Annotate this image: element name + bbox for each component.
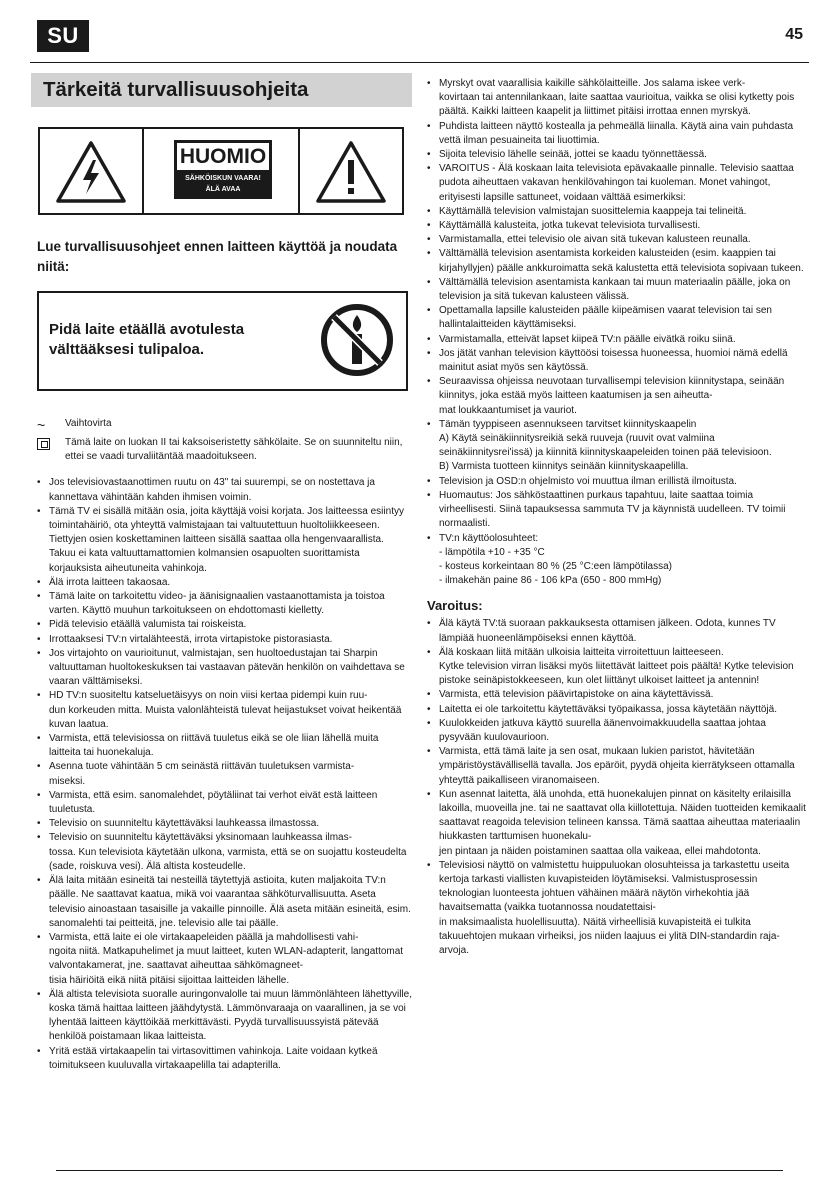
fire-warning-box — [37, 291, 408, 391]
safety-list-right — [427, 77, 808, 588]
list-item: • Pidä televisio etäällä valumista tai roiskeista. — [37, 618, 412, 632]
list-item: • Jos jätät vanhan television käyttöösi toisessa huoneessa, huomioi nämä edellä mainitut asiat myös sen käytössä. — [427, 347, 808, 375]
list-item: • Irrottaaksesi TV:n virtalähteestä, irrota virtapistoke pistorasiasta. — [37, 633, 412, 647]
intro-heading: Lue turvallisuusohjeet ennen laitteen käyttöä ja noudata niitä: — [37, 239, 398, 274]
list-item: • Televisio on suunniteltu käytettäväksi yksinomaan lauhkeassa ilmas- tossa. Kun televisiota käytetään ulkona, varmista, että se on suojattu kosteudelta (sade, roiskuva vesi). Älä altista kosteudelle. — [37, 831, 412, 874]
symbol-row-ac — [37, 417, 412, 433]
list-item: • Varmistamalla, etteivät lapset kiipeä TV:n päälle eivätkä roiku siinä. — [427, 333, 808, 347]
panel-divider — [142, 129, 144, 213]
list-item: • Televisio on suunniteltu käytettäväksi lauhkeassa ilmastossa. — [37, 817, 412, 831]
electric-shock-warning-panel — [38, 127, 404, 215]
list-item: • Kuulokkeiden jatkuva käyttö suurella äänenvoimakkuudella saattaa johtaa pysyvään kuulovaurioon. — [427, 717, 808, 745]
list-item: • Älä koskaan liitä mitään ulkoisia laitteita virroitettuun laitteeseen. Kytke television virran lisäksi myös liitettävät laitteet pois päältä! Kytke television pistoke seinäpistokkeeseen, kun olet liittänyt ulkoiset laitteet ja antennin! — [427, 646, 808, 689]
huomio-title: HUOMIO — [177, 143, 269, 170]
right-column — [427, 77, 808, 958]
huomio-label — [174, 140, 272, 195]
safety-list-left — [31, 476, 412, 1073]
list-item: • Yritä estää virtakaapelin tai virtasovittimen vahinkoja. Laite voidaan kytkeä toimitukseen kuuluvalla virtakaapelilla tai adapterilla. — [37, 1045, 412, 1073]
list-item: • Älä irrota laitteen takaosaa. — [37, 576, 412, 590]
list-item: • Myrskyt ovat vaarallisia kaikille sähkölaitteille. Jos salama iskee verk- kovirtaan tai antennilankaan, laite saattaa vaurioitua, vaikka se olisi kytketty pois päältä. Kaikki laitteen kaapelit ja liittimet pitäisi irrottaa ennen myrskyä. — [427, 77, 808, 120]
fire-warning-text: Pidä laite etäällä avotulesta välttääksesi tulipaloa. — [49, 321, 245, 358]
list-item: • Älä altista televisiota suoralle auringonvalolle tai muun lämmönlähteen lähettyville, koska tämä haittaa laitteen jäähdytystä. Lämmönvaraaja on vaarallinen, ja se voi lyhentää laitteen käyttöikää merkittävästi. Pyydä turvallisuussyistä pätevää henkilöä poistamaan likaa laitteista. — [37, 988, 412, 1045]
list-item: • VAROITUS - Älä koskaan laita televisiota epävakaalle pinnalle. Televisio saattaa pudota aiheuttaen vakavan henkilövahingon tai kuoleman. Monet vahingot, erityisesti lapsille sattuneet, voidaan välttää esimerkiksi: — [427, 162, 808, 205]
list-item: • Opettamalla lapsille kalusteiden päälle kiipeämisen vaarat television tai sen hallintalaitteiden käyttämiseksi. — [427, 304, 808, 332]
list-item: • Varmista, että laite ei ole virtakaapeleiden päällä ja mahdollisesti vahi- ngoita niitä. Matkapuhelimet ja muut laitteet, kuten WLAN-adapterit, langattomat valvontakamerat, jne. saattavat aiheuttaa sähkömagneet- tisia häiriöitä eikä niitä pitäisi sijoittaa laitteiden lähelle. — [37, 931, 412, 988]
huomio-subtitle-2: ÄLÄ AVAA — [205, 186, 241, 193]
list-item: • Sijoita televisio lähelle seinää, jottei se kaadu työnnettäessä. — [427, 148, 808, 162]
panel-divider — [298, 129, 300, 213]
alternating-current-icon: ~ — [37, 417, 46, 433]
warning-heading: Varoitus: — [427, 598, 483, 614]
page-number: 45 — [785, 26, 803, 43]
list-item: • Huomautus: Jos sähköstaattinen purkaus tapahtuu, laite saattaa toimia virheellisesti. Siinä tapauksessa sammuta TV ja käynnistä uudelleen. TV toimii normaalisti. — [427, 489, 808, 532]
list-item: • TV:n käyttöolosuhteet: - lämpötila +10 - +35 °C - kosteus korkeintaan 80 % (25 °C:een lämpötilassa) - ilmakehän paine 86 - 106 kPa (650 - 800 mmHg) — [427, 532, 808, 589]
list-item: • Varmista, että televisiossa on riittävä tuuletus eikä se ole liian lähellä muita laitteita tai huonekaluja. — [37, 732, 412, 760]
symbol-description: Vaihtovirta — [65, 418, 112, 429]
left-column — [31, 73, 412, 1073]
no-open-flame-icon — [320, 303, 394, 377]
list-item: • Varmista, että television päävirtapistoke on aina käytettävissä. — [427, 688, 808, 702]
huomio-subtitle-1: SÄHKÖISKUN VAARA! — [185, 175, 261, 182]
double-insulation-icon — [37, 436, 65, 453]
list-item: • Puhdista laitteen näyttö kostealla ja pehmeällä liinalla. Käytä aina vain puhdasta vettä ilman pesuaineita tai liuottimia. — [427, 120, 808, 148]
list-item: • Varmistamalla, ettei televisio ole aivan sitä tukevan kalusteen reunalla. — [427, 233, 808, 247]
list-item: • Seuraavissa ohjeissa neuvotaan turvallisempi television kiinnitystapa, seinään kiinnitys, joka estää myös laitteen kaatumisen ja sen aiheutta- mat loukkaantumiset ja vauriot. — [427, 375, 808, 418]
warning-list — [427, 617, 808, 958]
footer-divider — [56, 1170, 783, 1171]
list-item: • Käyttämällä television valmistajan suosittelemia kaappeja tai telineitä. — [427, 205, 808, 219]
list-item: • Varmista, että tämä laite ja sen osat, mukaan lukien paristot, hävitetään ympäristöystävällisellä tavalla. Jos epäröit, pyydä ohjeita kierrätykseen ottamalla yhteyttä paikalliseen viranomaiseen. — [427, 745, 808, 788]
list-item: • Television ja OSD:n ohjelmisto voi muuttua ilman erillistä ilmoitusta. — [427, 475, 808, 489]
list-item: • Käyttämällä kalusteita, jotka tukevat televisiota turvallisesti. — [427, 219, 808, 233]
exclamation-warning-icon — [315, 140, 387, 204]
high-voltage-icon — [55, 140, 127, 204]
list-item: • Älä käytä TV:tä suoraan pakkauksesta ottamisen jälkeen. Odota, kunnes TV lämpiää huoneenlämpöiseksi ennen käyttöä. — [427, 617, 808, 645]
list-item: • Tämä TV ei sisällä mitään osia, joita käyttäjä voisi korjata. Jos laitteessa esiintyy toimintahäiriö, ota yhteyttä valmistajaan tai valtuutettuun huoltoliikkeeseen. Tiettyjen osien koskettaminen laitteen sisällä saattaa olla hengenvaarallista. Takuu ei kata valtuuttamattomien kolmansien osapuolten suorittamista korjauksista aiheutuneita vahinkoja. — [37, 505, 412, 576]
symbol-row-class-ii — [37, 436, 412, 464]
list-item: • Välttämällä television asentamista kankaan tai muun materiaalin päälle, joka on television ja sitä tukevan kalusteen välissä. — [427, 276, 808, 304]
language-badge: SU — [37, 20, 89, 52]
symbol-legend — [31, 417, 412, 464]
symbol-description: Tämä laite on luokan II tai kaksoiseristetty sähkölaite. Se on suunniteltu niin, ettei se vaadi turvaliitäntää maadoitukseen. — [65, 437, 403, 463]
section-title: Tärkeitä turvallisuusohjeita — [31, 73, 412, 107]
list-item: • Laitetta ei ole tarkoitettu käytettäväksi työpaikassa, jossa käytetään näyttöjä. — [427, 703, 808, 717]
list-item: • Älä laita mitään esineitä tai nesteillä täytettyjä astioita, kuten maljakoita TV:n päälle. Ne saattavat kaatua, mikä voi vaarantaa sähköturvallisuutta. Aseta televisio ainoastaan tasaisille ja vakaille pinnoille. Älä aseta mitään esineitä, esim. sanomalehti tai peitteitä, jne. televisio alle tai päälle. — [37, 874, 412, 931]
list-item: • Varmista, että esim. sanomalehdet, pöytäliinat tai verhot eivät estä laitteen tuuletusta. — [37, 789, 412, 817]
list-item: • HD TV:n suositeltu katseluetäisyys on noin viisi kertaa pidempi kuin ruu- dun korkeuden mitta. Muista valonlähteistä tulevat heijastukset voivat heikentää kuvan laatua. — [37, 689, 412, 732]
list-item: • Tämä laite on tarkoitettu video- ja äänisignaalien vastaanottamista ja toistoa varten. Käyttö muuhun tarkoitukseen on ehdottomasti kielletty. — [37, 590, 412, 618]
header-divider — [30, 62, 809, 63]
list-item: • Tämän tyyppiseen asennukseen tarvitset kiinnityskaapelin A) Käytä seinäkiinnitysreikiä sekä ruuveja (ruuvit ovat valmiina seinäkiinnitysrei'issä) ja kiinnitä kiinnityskaapeleiden toinen pää televisioon. B) Varmista tuotteen kiinnitys seinään kiinnityskaapelilla. — [427, 418, 808, 475]
list-item: • Jos televisiovastaanottimen ruutu on 43" tai suurempi, se on nostettava ja kannettava vähintään kahden ihmisen voimin. — [37, 476, 412, 504]
list-item: • Televisiosi näyttö on valmistettu huippuluokan olosuhteissa ja tarkastettu useita kertoja tarkasti viallisten kuvapisteiden löytämiseksi. Valmistusprosessin teknologian luonteesta johtuen vähäinen määrä näytön virhekohtia jää havaitsematta (vaikka tuotannossa noudatettaisi- in maksimaalista huolellisuutta). Näitä virheellisiä kuvapisteitä ei tulkita takuuehtojen mukaan virheiksi, jos niiden laajuus ei ylitä DIN-standardin raja-arvoja. — [427, 859, 808, 958]
list-item: • Välttämällä television asentamista korkeiden kalusteiden (esim. kaappien tai kirjahyllyjen) päälle ankkuroimatta sekä kalustetta että televisiota sopivaan tukeen. — [427, 247, 808, 275]
list-item: • Asenna tuote vähintään 5 cm seinästä riittävän tuuletuksen varmista- miseksi. — [37, 760, 412, 788]
list-item: • Jos virtajohto on vaurioitunut, valmistajan, sen huoltoedustajan tai Sharpin valtuuttaman huoltokeskuksen tai vastaavan pätevän henkilön on vaihdettava se vaaran välttämiseksi. — [37, 647, 412, 690]
list-item: • Kun asennat laitetta, älä unohda, että huonekalujen pinnat on käsitelty erilaisilla lakoilla, muoveilla jne. tai ne saattavat olla kiillotettuja. Näiden tuotteiden kemikaalit saattavat reagoida television telineen kanssa. Tämä saattaa aiheuttaa materiaalin hiukkasten tarttumisen huonekalu- jen pintaan ja näiden poistaminen saattaa olla vaikeaa, ellei mahdotonta. — [427, 788, 808, 859]
